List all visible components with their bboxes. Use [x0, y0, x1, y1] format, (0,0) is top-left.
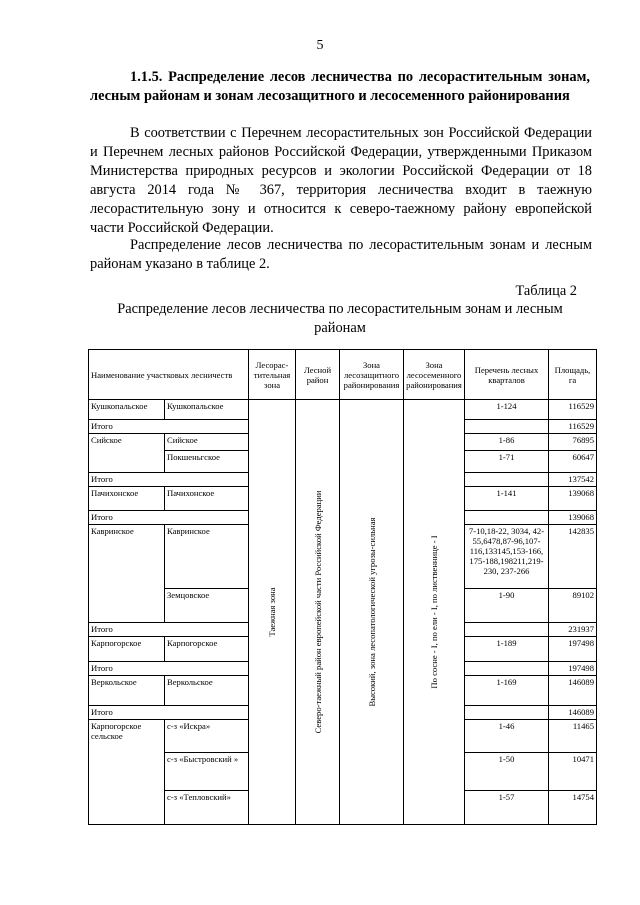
table-title: Распределение лесов лесничества по лесорастительным зонам и лесным районам [117, 301, 563, 336]
area-cell: 116529 [549, 420, 597, 434]
area-cell: 89102 [549, 589, 597, 623]
total-label: Итого [89, 662, 249, 676]
paragraph-table-ref: Распределение лесов лесничества по лесорастительным зонам и лесным районам указано в таблице 2. [90, 237, 592, 272]
area-cell: 10471 [549, 753, 597, 791]
area-cell: 139068 [549, 511, 597, 525]
forestry-name: Карпогорское сельское [89, 720, 165, 825]
area-cell: 142835 [549, 525, 597, 589]
zone-text: Таежная зона [267, 587, 277, 637]
merged-seed-cell [404, 400, 465, 825]
header-region: Лесной район [296, 350, 340, 400]
area-cell: 139068 [549, 487, 597, 511]
quarters-cell: 1-50 [465, 753, 549, 791]
forestry-name: Кавринское [89, 525, 165, 623]
header-area: Площадь, га [549, 350, 597, 400]
sub-forestry-name: Кушкопальское [165, 400, 249, 420]
table-header-row [89, 350, 597, 400]
sub-forestry-name: с-з «Искра» [165, 720, 249, 753]
table-label: Таблица 2 [515, 283, 577, 299]
area-cell: 116529 [549, 400, 597, 420]
forestry-name: Сийское [89, 434, 165, 473]
page-number: 5 [316, 38, 324, 53]
quarters-cell: 1-46 [465, 720, 549, 753]
sub-forestry-name: с-з «Быстровский » [165, 753, 249, 791]
total-label: Итого [89, 473, 249, 487]
table-row [89, 400, 597, 420]
quarters-cell [465, 662, 549, 676]
forestry-name: Кушкопальское [89, 400, 165, 420]
section-heading [90, 68, 590, 105]
merged-protect-cell [340, 400, 404, 825]
sub-forestry-name: Кавринское [165, 525, 249, 589]
forestry-name: Веркольское [89, 676, 165, 706]
area-cell: 137542 [549, 473, 597, 487]
area-cell: 14754 [549, 791, 597, 825]
sub-forestry-name: Покшеньгское [165, 451, 249, 473]
seed-text: По сосне - I, по ели - I, по лиственнице - I [429, 535, 439, 689]
quarters-cell [465, 420, 549, 434]
sub-forestry-name: Земцовское [165, 589, 249, 623]
sub-forestry-name: Пачихонское [165, 487, 249, 511]
area-cell: 197498 [549, 662, 597, 676]
quarters-cell: 1-71 [465, 451, 549, 473]
header-name: Наименование участковых лесничеств [89, 350, 249, 400]
area-cell: 60647 [549, 451, 597, 473]
area-cell: 11465 [549, 720, 597, 753]
header-zone: Лесорас-тительная зона [249, 350, 296, 400]
quarters-cell [465, 511, 549, 525]
area-cell: 146089 [549, 706, 597, 720]
area-cell: 231937 [549, 623, 597, 637]
quarters-cell [465, 473, 549, 487]
area-cell: 76895 [549, 434, 597, 451]
section-title: Распределение лесов лесничества по лесорастительным зонам, лесным районам и зонам лесозащитного и лесосеменного районирования [90, 69, 590, 104]
merged-region-cell [296, 400, 340, 825]
quarters-cell: 1-90 [465, 589, 549, 623]
total-label: Итого [89, 706, 249, 720]
forest-distribution-table [88, 349, 597, 825]
total-label: Итого [89, 511, 249, 525]
sub-forestry-name: Веркольское [165, 676, 249, 706]
quarters-cell: 1-169 [465, 676, 549, 706]
section-number: 1.1.5. [130, 69, 163, 85]
area-cell: 146089 [549, 676, 597, 706]
area-cell: 197498 [549, 637, 597, 662]
sub-forestry-name: Сийское [165, 434, 249, 451]
merged-zone-cell [249, 400, 296, 825]
region-text: Северо-таежный район европейской части Российской Федерации [312, 490, 323, 734]
sub-forestry-name: с-з «Тепловский» [165, 791, 249, 825]
paragraph-intro: В соответствии с Перечнем лесорастительных зон Российской Федерации и Перечнем лесных районов Российской Федерации, утвержденными Приказом Министерства природных ресурсов и экологии Российской Федерации от 18 августа 2014 года № 367, территория лесничества входит в таежную лесорастительную зону и относится к северо-таежному району европейской части Российской Федерации. [90, 125, 592, 236]
quarters-cell: 1-57 [465, 791, 549, 825]
forestry-name: Карпогорское [89, 637, 165, 662]
protect-text: Высокий, зона лесопатологической угрозы-сильная [366, 517, 377, 707]
quarters-cell: 1-189 [465, 637, 549, 662]
quarters-cell: 1-86 [465, 434, 549, 451]
quarters-cell: 7-10,18-22, 3034, 42-55,6478,87-96,107-116,133145,153-166, 175-188,198211,219-230, 237-266 [465, 525, 549, 589]
quarters-cell: 1-141 [465, 487, 549, 511]
forestry-name: Пачихонское [89, 487, 165, 511]
quarters-cell [465, 623, 549, 637]
quarters-cell: 1-124 [465, 400, 549, 420]
total-label: Итого [89, 623, 249, 637]
sub-forestry-name: Карпогорское [165, 637, 249, 662]
header-protect: Зона лесозащитного районирования [340, 350, 404, 400]
header-quarters: Перечень лесных кварталов [465, 350, 549, 400]
quarters-cell [465, 706, 549, 720]
total-label: Итого [89, 420, 249, 434]
header-seed: Зона лесосеменного районирования [404, 350, 465, 400]
